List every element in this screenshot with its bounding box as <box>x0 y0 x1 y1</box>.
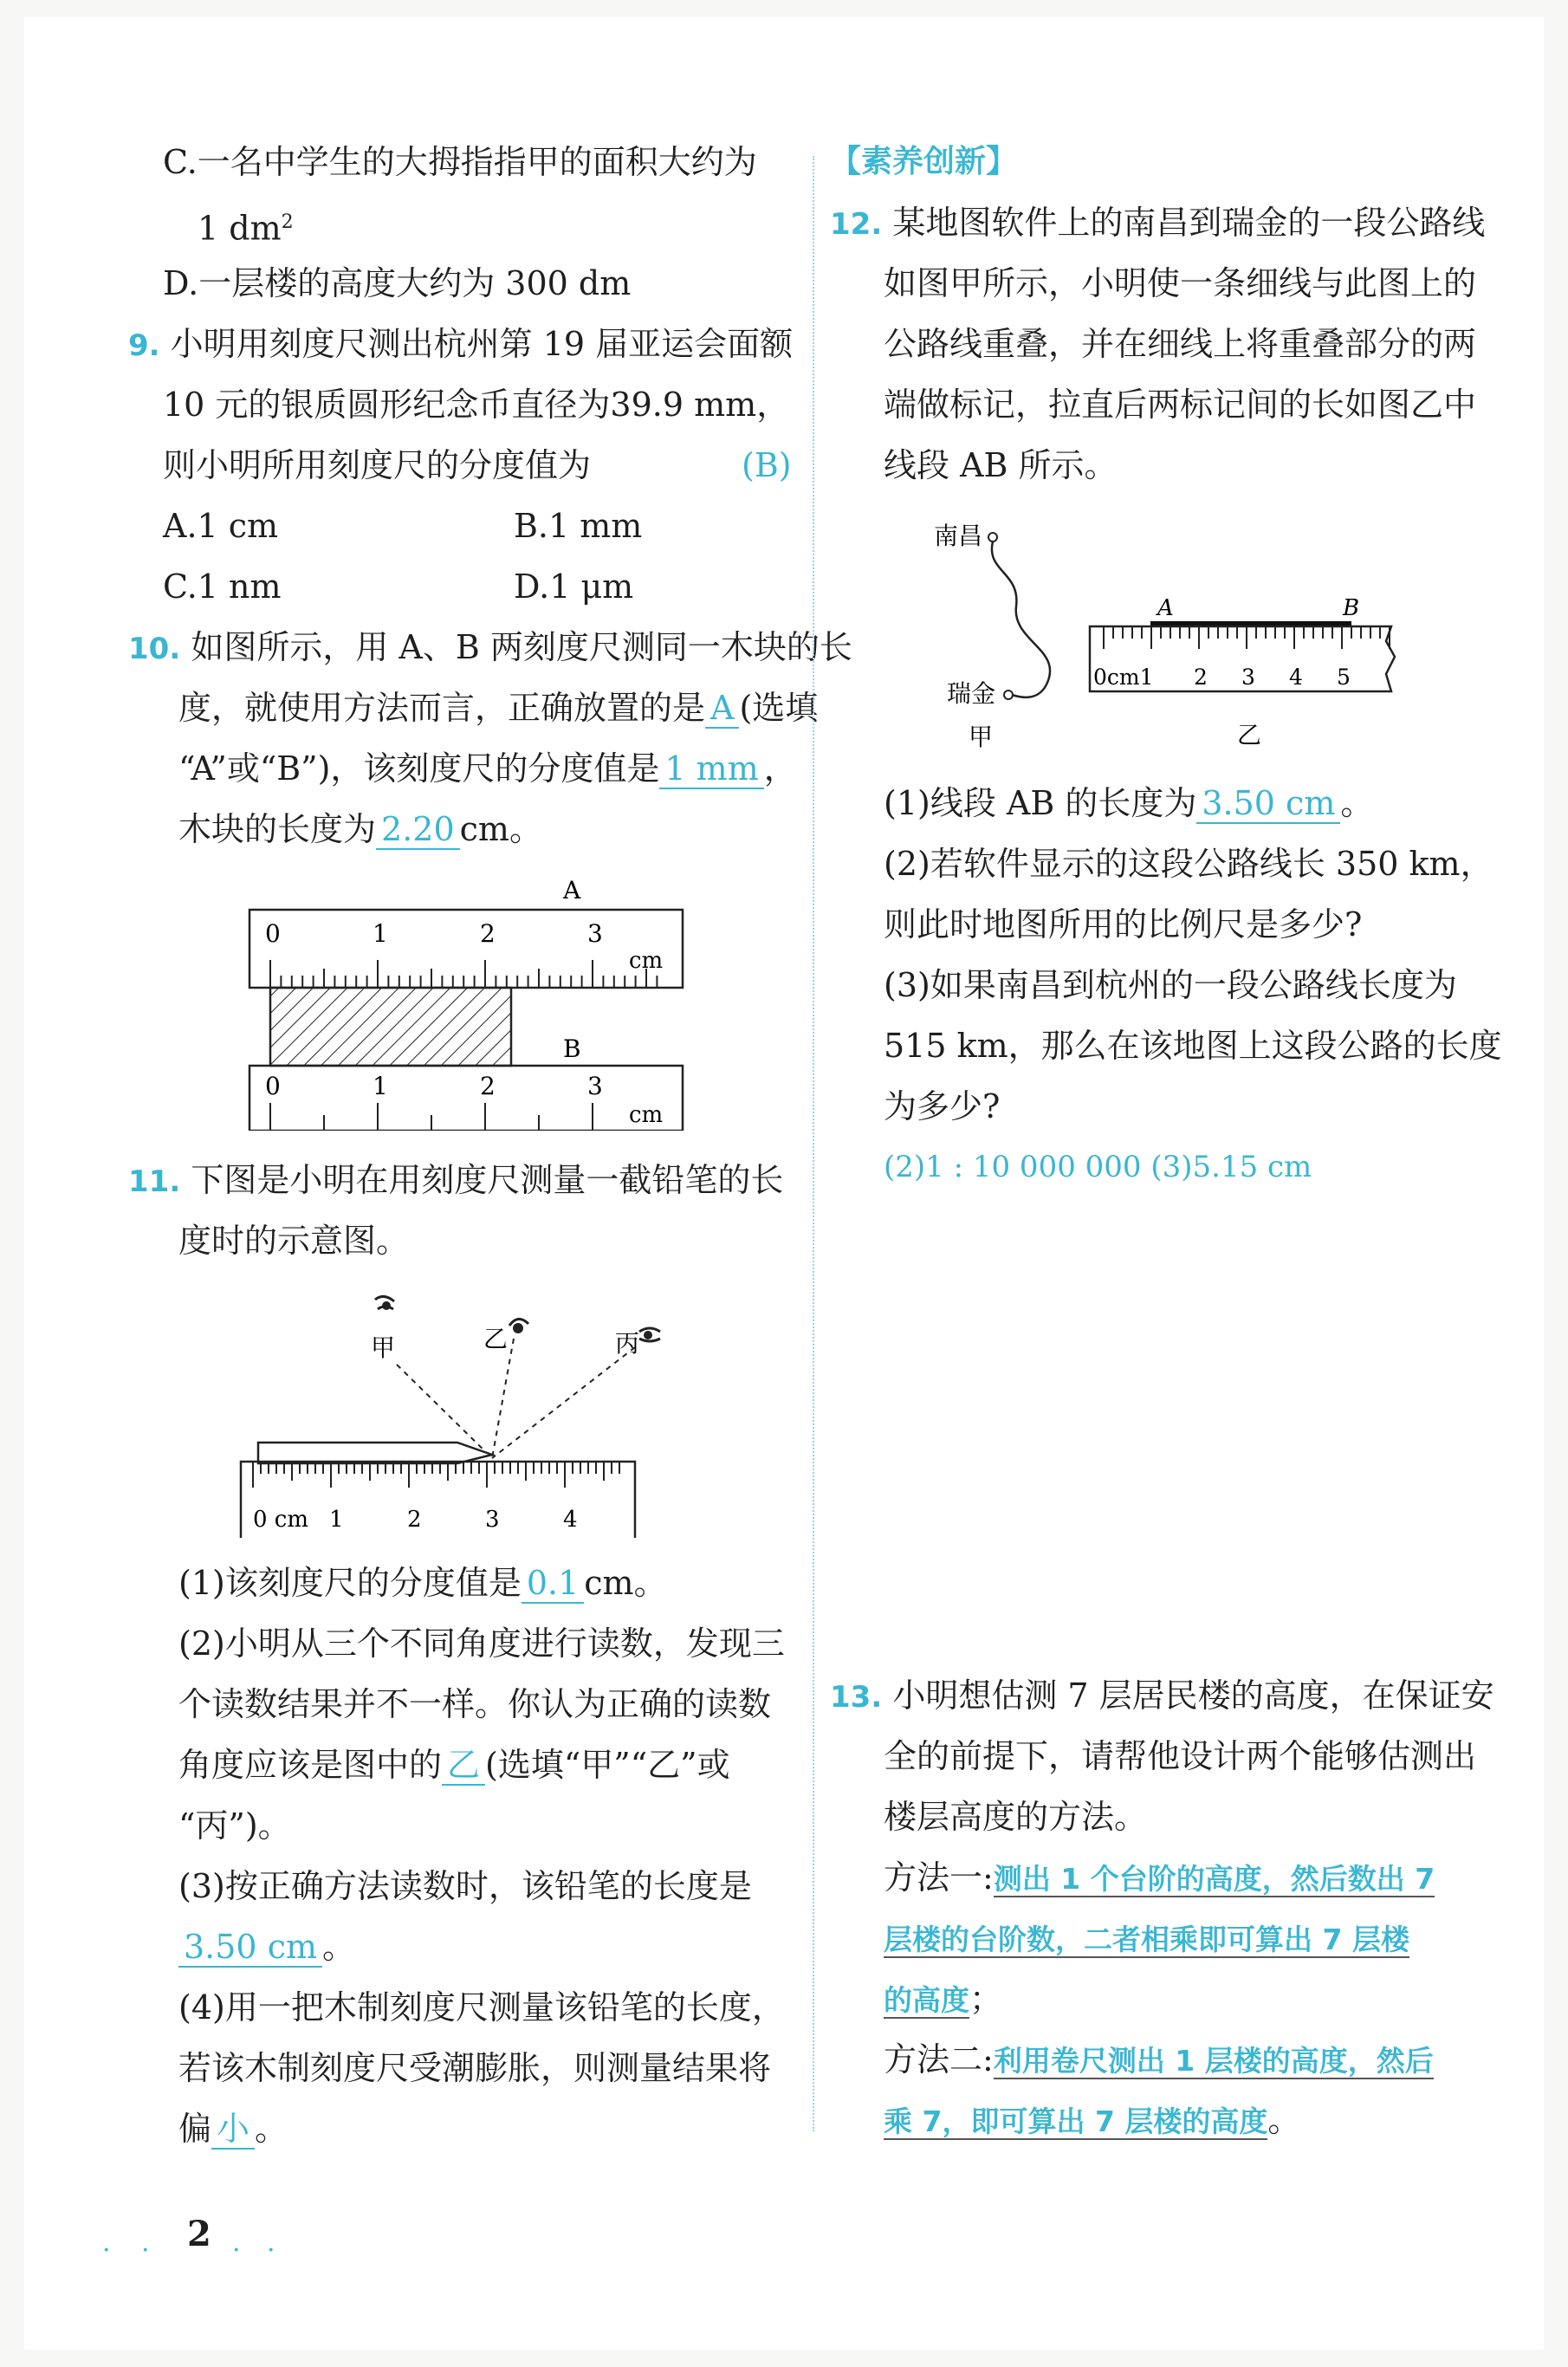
ruijin-point <box>1004 691 1013 699</box>
point-a-label: A <box>1157 595 1174 621</box>
q9-option-c: C.1 nm <box>163 567 282 606</box>
q11-answer-bias: 小 <box>211 2110 255 2150</box>
q12-answer: (2)1 : 10 000 000 (3)5.15 cm <box>884 1150 1312 1184</box>
q11-part1 <box>178 1560 667 1606</box>
ruler-a-label: A <box>563 876 581 905</box>
q9-line1 <box>128 321 793 369</box>
q13-line2: 全的前提下，请帮他设计两个能够估测出 <box>884 1737 1477 1775</box>
pencil-ruler-label: 3 <box>485 1507 500 1533</box>
ruler-b-tick-label: 0 <box>265 1072 281 1100</box>
q11-line1 <box>128 1157 783 1205</box>
q13-method1-line1 <box>884 1854 1435 1903</box>
ruler-b-tick-label: 1 <box>373 1072 388 1100</box>
q13-method1-line3 <box>884 1975 1002 2024</box>
q10-line1 <box>128 624 852 672</box>
map-ruler-label: 3 <box>1241 665 1255 690</box>
method2-answer-b: 乘 7，即可算出 7 层楼的高度 <box>884 2104 1268 2138</box>
ruler-b-ticks <box>270 1103 593 1131</box>
eye-icon <box>509 1319 528 1333</box>
q11-part2-text: 角度应该是图中的 <box>178 1746 443 1784</box>
q10-ruler-figure <box>241 871 691 1131</box>
method2-end: 。 <box>1267 2101 1301 2139</box>
map-ruler-label: 5 <box>1337 665 1351 690</box>
ruler-a-unit: cm <box>629 948 664 974</box>
method1-answer-a: 测出 1 个台阶的高度，然后数出 7 <box>993 1862 1435 1896</box>
map-ruler-label: 4 <box>1289 665 1303 690</box>
q9-answer: (B) <box>742 446 792 484</box>
pencil-ruler-ticks <box>253 1462 619 1488</box>
q11-part2-line2: 个读数结果并不一样。你认为正确的读数 <box>178 1685 772 1723</box>
q10-text3b: ， <box>763 749 797 788</box>
q11-part1-text: (1)该刻度尺的分度值是 <box>178 1564 522 1602</box>
q10-text4b: cm。 <box>459 810 542 848</box>
q11-part2-line4: “丙”)。 <box>178 1806 291 1845</box>
road-line <box>992 541 1050 697</box>
ruler-b-label: B <box>563 1034 581 1063</box>
q10-line4 <box>178 806 542 853</box>
map-ruler-label: 2 <box>1194 665 1208 690</box>
q9-line2: 10 元的银质圆形纪念币直径为39.9 mm， <box>163 386 790 424</box>
q10-answer-placement: A <box>705 689 739 729</box>
option-c-line1: C.一名中学生的大拇指指甲的面积大约为 <box>163 143 757 181</box>
superscript: 2 <box>281 211 294 233</box>
ruler-b-body <box>249 1066 683 1131</box>
q12-text1: 某地图软件上的南昌到瑞金的一段公路线 <box>892 204 1486 242</box>
section-header: 【素养创新】 <box>830 144 1018 179</box>
q12-part1-end: 。 <box>1340 784 1374 822</box>
pencil-ruler-label: 1 <box>329 1507 344 1533</box>
q10-text3a: “A”或“B”)，该刻度尺的分度值是 <box>178 749 660 788</box>
q10-line2 <box>178 684 818 731</box>
eye-icon <box>639 1328 660 1341</box>
column-divider <box>813 156 814 2131</box>
q10-line3 <box>178 745 797 792</box>
option-c-line2 <box>198 199 294 252</box>
eye-label-jia: 甲 <box>371 1333 396 1362</box>
q12-part2-line2: 则此时地图所用的比例尺是多少? <box>884 905 1363 944</box>
q9-line3: 则小明所用刻度尺的分度值为 <box>163 446 592 484</box>
q12-line5: 线段 AB 所示。 <box>884 446 1118 484</box>
q11-part4-text: 偏 <box>178 2110 212 2148</box>
eye-label-bing: 丙 <box>615 1329 640 1358</box>
q12-part3-line3: 为多少? <box>884 1087 1001 1125</box>
q11-answer-length: 3.50 cm <box>178 1928 322 1968</box>
ruler-b-tick-label: 2 <box>480 1072 496 1100</box>
q13-line1 <box>830 1672 1494 1721</box>
footer-dots-right: · <box>232 2235 241 2266</box>
q9-text1: 小明用刻度尺测出杭州第 19 届亚运会面额 <box>170 325 794 363</box>
q10-number: 10. <box>128 632 181 666</box>
q12-number: 12. <box>830 207 883 242</box>
footer-dots-left: · <box>102 2235 111 2266</box>
ruler-a-tick-label: 2 <box>480 919 496 948</box>
q11-part1-end: cm。 <box>584 1564 667 1602</box>
q11-part4-line2: 若该木制刻度尺受潮膨胀，则测量结果将 <box>178 2049 772 2087</box>
ruler-b-unit: cm <box>629 1102 664 1128</box>
eye-label-yi: 乙 <box>483 1325 509 1353</box>
q11-part2-text-b: (选填“甲”“乙”或 <box>485 1746 730 1784</box>
q10-text4a: 木块的长度为 <box>178 810 377 848</box>
q11-text1: 下图是小明在用刻度尺测量一截铅笔的长 <box>191 1161 784 1199</box>
point-b-label: B <box>1343 595 1360 621</box>
pencil <box>258 1443 492 1463</box>
q11-part2-line3 <box>178 1741 730 1788</box>
method2-answer-a: 利用卷尺测出 1 层楼的高度，然后 <box>993 2044 1434 2078</box>
sight-line-yi <box>492 1339 514 1458</box>
eye-icon <box>375 1296 394 1310</box>
q12-map-figure <box>934 503 1471 754</box>
q11-part3-line1: (3)按正确方法读数时，该铅笔的长度是 <box>178 1867 752 1905</box>
q11-part4-line3 <box>178 2105 288 2152</box>
q10-answer-division: 1 mm <box>659 749 763 789</box>
pencil-ruler-label: 2 <box>407 1507 422 1533</box>
q10-text2a: 度，就使用方法而言，正确放置的是 <box>178 689 706 727</box>
q12-part3-line1: (3)如果南昌到杭州的一段公路线长度为 <box>884 966 1457 1004</box>
ruler-b-tick-label: 3 <box>587 1072 603 1100</box>
q11-part4-end: 。 <box>255 2110 288 2148</box>
ruler-a-tick-label: 0 <box>265 919 281 948</box>
ruler-a-body <box>249 910 683 988</box>
q13-method2-line2 <box>884 2097 1300 2145</box>
worksheet-page <box>24 17 1544 2350</box>
pencil-ruler-label: 4 <box>563 1507 578 1533</box>
footer-dots-right: · <box>267 2235 275 2266</box>
label-nanchang: 南昌 <box>934 522 983 550</box>
option-d-line: D.一层楼的高度大约为 300 dm <box>163 264 632 302</box>
q9-option-a: A.1 cm <box>163 507 279 545</box>
method1-label: 方法一: <box>884 1858 994 1897</box>
q12-line3: 公路线重叠，并在细线上将重叠部分的两 <box>884 325 1477 363</box>
q12-answer-ab: 3.50 cm <box>1196 784 1340 824</box>
q11-answer-angle: 乙 <box>442 1746 485 1786</box>
sight-line-bing <box>492 1347 635 1458</box>
page-number: 2 <box>187 2214 211 2254</box>
label-ruijin: 瑞金 <box>947 679 996 708</box>
ruler-a-ticks <box>270 960 657 988</box>
q11-number: 11. <box>128 1164 181 1199</box>
q9-number: 9. <box>128 328 160 363</box>
method2-label: 方法二: <box>884 2040 994 2078</box>
figure-label-yi: 乙 <box>1237 721 1262 749</box>
q11-line2: 度时的示意图。 <box>178 1222 410 1260</box>
q9-option-d: D.1 μm <box>514 567 634 606</box>
q11-part4-line1: (4)用一把木制刻度尺测量该铅笔的长度， <box>178 1988 785 2027</box>
q12-line4: 端做标记，拉直后两标记间的长如图乙中 <box>884 386 1477 424</box>
q12-part3-line2: 515 km，那么在该地图上这段公路的长度 <box>884 1027 1502 1065</box>
nanchang-point <box>988 533 997 541</box>
q11-part2-line1: (2)小明从三个不同角度进行读数，发现三 <box>178 1624 785 1663</box>
q10-text2b: (选填 <box>739 689 819 727</box>
q10-answer-length: 2.20 <box>376 810 460 850</box>
method1-end: ； <box>969 1980 1003 2018</box>
ruler-a-tick-label: 3 <box>587 919 603 948</box>
q12-part2-line1: (2)若软件显示的这段公路线长 350 km， <box>884 845 1493 883</box>
map-ruler-ticks <box>1104 626 1390 649</box>
ruler-a-tick-label: 1 <box>373 919 388 948</box>
q12-line2: 如图甲所示，小明使一条细线与此图上的 <box>884 264 1477 302</box>
q12-part1-text: (1)线段 AB 的长度为 <box>884 784 1197 822</box>
footer-dots-left: · <box>141 2235 150 2266</box>
q9-option-b: B.1 mm <box>514 507 643 545</box>
q13-method2-line1 <box>884 2036 1434 2085</box>
method1-answer-b: 层楼的台阶数，二者相乘即可算出 7 层楼 <box>884 1923 1409 1956</box>
q13-text1: 小明想估测 7 层居民楼的高度，在保证安 <box>892 1676 1494 1715</box>
q13-method1-line2 <box>884 1915 1409 1963</box>
map-ruler-label: 0cm1 <box>1093 665 1154 690</box>
q12-part1 <box>884 780 1373 827</box>
q11-answer-division: 0.1 <box>522 1564 584 1604</box>
q11-part3-line2 <box>178 1923 355 1970</box>
q13-number: 13. <box>830 1680 883 1715</box>
q10-text1: 如图所示，用 A、B 两刻度尺测同一木块的长 <box>191 628 852 666</box>
wood-block <box>270 988 511 1066</box>
pencil-ruler-label: 0 cm <box>253 1507 309 1533</box>
option-c-value: 1 dm <box>198 209 282 248</box>
q13-line3: 楼层高度的方法。 <box>884 1798 1148 1836</box>
figure-label-jia: 甲 <box>969 723 994 751</box>
q11-part3-end: 。 <box>322 1928 356 1966</box>
method1-answer-c: 的高度 <box>884 1983 969 2017</box>
q11-pencil-figure <box>224 1278 674 1538</box>
q12-line1 <box>830 199 1485 248</box>
